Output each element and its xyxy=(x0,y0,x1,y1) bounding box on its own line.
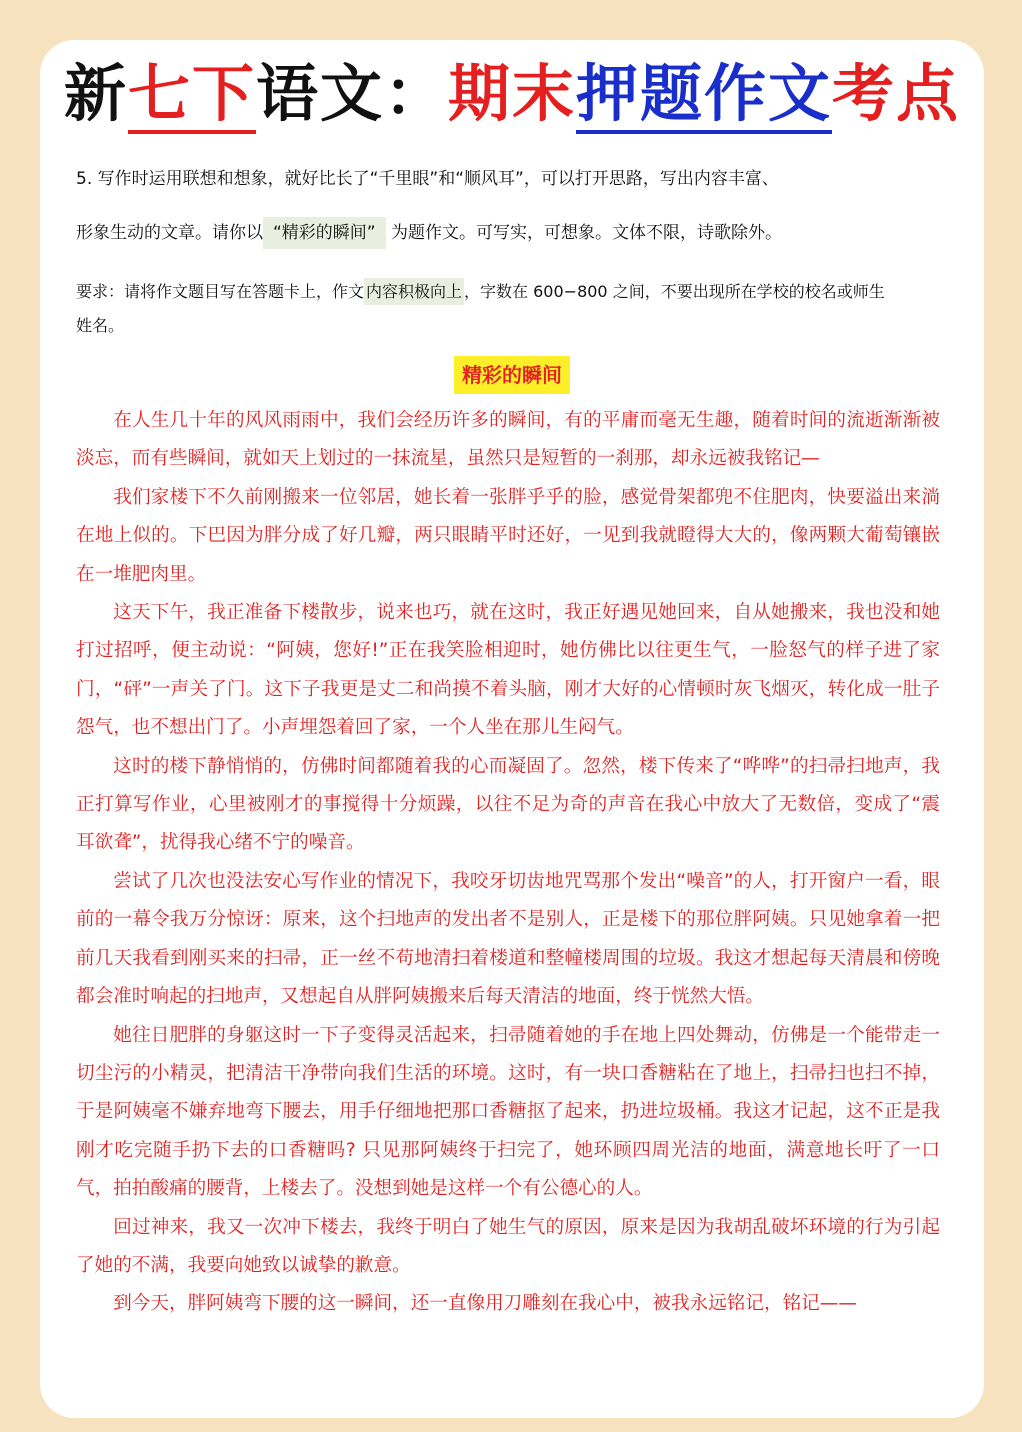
essay-body xyxy=(76,402,940,1324)
prompt-line-2-end: 为题作文。可写实，可想象。文体不限，诗歌除外。 xyxy=(385,223,783,243)
essay-topic-highlight: “精彩的瞬间” xyxy=(263,217,386,249)
essay-paragraph: 到今天，胖阿姨弯下腰的这一瞬间，还一直像用刀雕刻在我心中，被我永远铭记，铭记—— xyxy=(113,1293,857,1315)
essay-paragraph: 这时的楼下静悄悄的，仿佛时间都随着我的心而凝固了。忽然，楼下传来了“哗哗”的扫帚扫地声，我正打算写作业，心里被刚才的事搅得十分烦躁，以往不足为奇的声音在我心中放大了无数倍，变成了“震耳欲聋”，扰得我心绪不宁的噪音。 xyxy=(76,755,940,854)
title-part-4: 期末 xyxy=(447,57,576,130)
prompt-line-2-start: 形象生动的文章。请你以 xyxy=(76,223,263,243)
essay-paragraph: 这天下午，我正准备下楼散步，说来也巧，就在这时，我正好遇见她回来，自从她搬来，我也没和她打过招呼，便主动说：“阿姨，您好!”正在我笑脸相迎时，她仿佛比以往更生气，一脸怒气的样子进了家门，“砰”一声关了门。这下子我更是丈二和尚摸不着头脑，刚才大好的心情顿时灰飞烟灭，转化成一肚子怨气，也不想出门了。小声埋怨着回了家，一个人坐在那儿生闷气。 xyxy=(76,602,940,739)
essay-paragraph: 我们家楼下不久前刚搬来一位邻居，她长着一张胖乎乎的脸，感觉骨架都兜不住肥肉，快要溢出来淌在地上似的。下巴因为胖分成了好几瓣，两只眼睛平时还好，一见到我就瞪得大大的，像两颗大葡萄镶嵌在一堆肥肉里。 xyxy=(76,486,940,585)
title-part-2: 七下 xyxy=(128,57,256,134)
requirements-start: 要求：请将作文题目写在答题卡上，作文 xyxy=(76,282,365,301)
essay-paragraph: 在人生几十年的风风雨雨中，我们会经历许多的瞬间，有的平庸而毫无生趣，随着时间的流逝渐渐被淡忘，而有些瞬间，就如天上划过的一抹流星，虽然只是短暂的一刹那，却永远被我铭记— xyxy=(76,410,940,470)
essay-title: 精彩的瞬间 xyxy=(454,356,570,394)
essay-paragraph: 她往日肥胖的身躯这时一下子变得灵活起来，扫帚随着她的手在地上四处舞动，仿佛是一个能带走一切尘污的小精灵，把清洁干净带向我们生活的环境。这时，有一块口香糖粘在了地上，扫帚扫也扫不掉，于是阿姨毫不嫌弃地弯下腰去，用手仔细地把那口香糖抠了起来，扔进垃圾桶。我这才记起，这不正是我刚才吃完随手扔下去的口香糖吗? 只见那阿姨终于扫完了，她环顾四周光洁的地面，满意地长吁了一口气，拍拍酸痛的腰背，上楼去了。没想到她是这样一个有公德心的人。 xyxy=(76,1024,940,1200)
prompt-line-1: 5. 写作时运用联想和想象，就好比长了“千里眼”和“顺风耳”，可以打开思路，写出内容丰富、 xyxy=(76,169,779,189)
requirements-middle: ，字数在 600−800 之间，不要出现所在学校的校名或师生 xyxy=(464,282,885,301)
title-part-5: 押题作 xyxy=(576,57,768,134)
title-part-1: 新 xyxy=(63,57,128,130)
title-part-3: 语文： xyxy=(255,57,448,130)
requirements-highlight: 内容积极向上 xyxy=(364,278,464,305)
content-card xyxy=(40,40,984,1418)
requirements-end: 姓名。 xyxy=(76,316,125,335)
title-part-6: 文 xyxy=(768,57,832,134)
essay-title-wrapper xyxy=(40,356,984,394)
essay-paragraph: 尝试了几次也没法安心写作业的情况下，我咬牙切齿地咒骂那个发出“噪音”的人，打开窗户一看，眼前的一幕令我万分惊讶：原来，这个扫地声的发出者不是别人，正是楼下的那位胖阿姨。只见她拿着一把前几天我看到刚买来的扫帚，正一丝不苟地清扫着楼道和整幢楼周围的垃圾。我这才想起每天清晨和傍晚都会准时响起的扫地声，又想起自从胖阿姨搬来后每天清洁的地面，终于恍然大悟。 xyxy=(76,870,940,1008)
prompt-line-2 xyxy=(76,222,956,244)
requirements xyxy=(76,272,956,346)
essay-paragraph: 回过神来，我又一次冲下楼去，我终于明白了她生气的原因，原来是因为我胡乱破坏环境的行为引起了她的不满，我要向她致以诚挚的歉意。 xyxy=(76,1216,940,1276)
page-title xyxy=(40,54,984,134)
title-part-7: 考点 xyxy=(832,57,961,130)
